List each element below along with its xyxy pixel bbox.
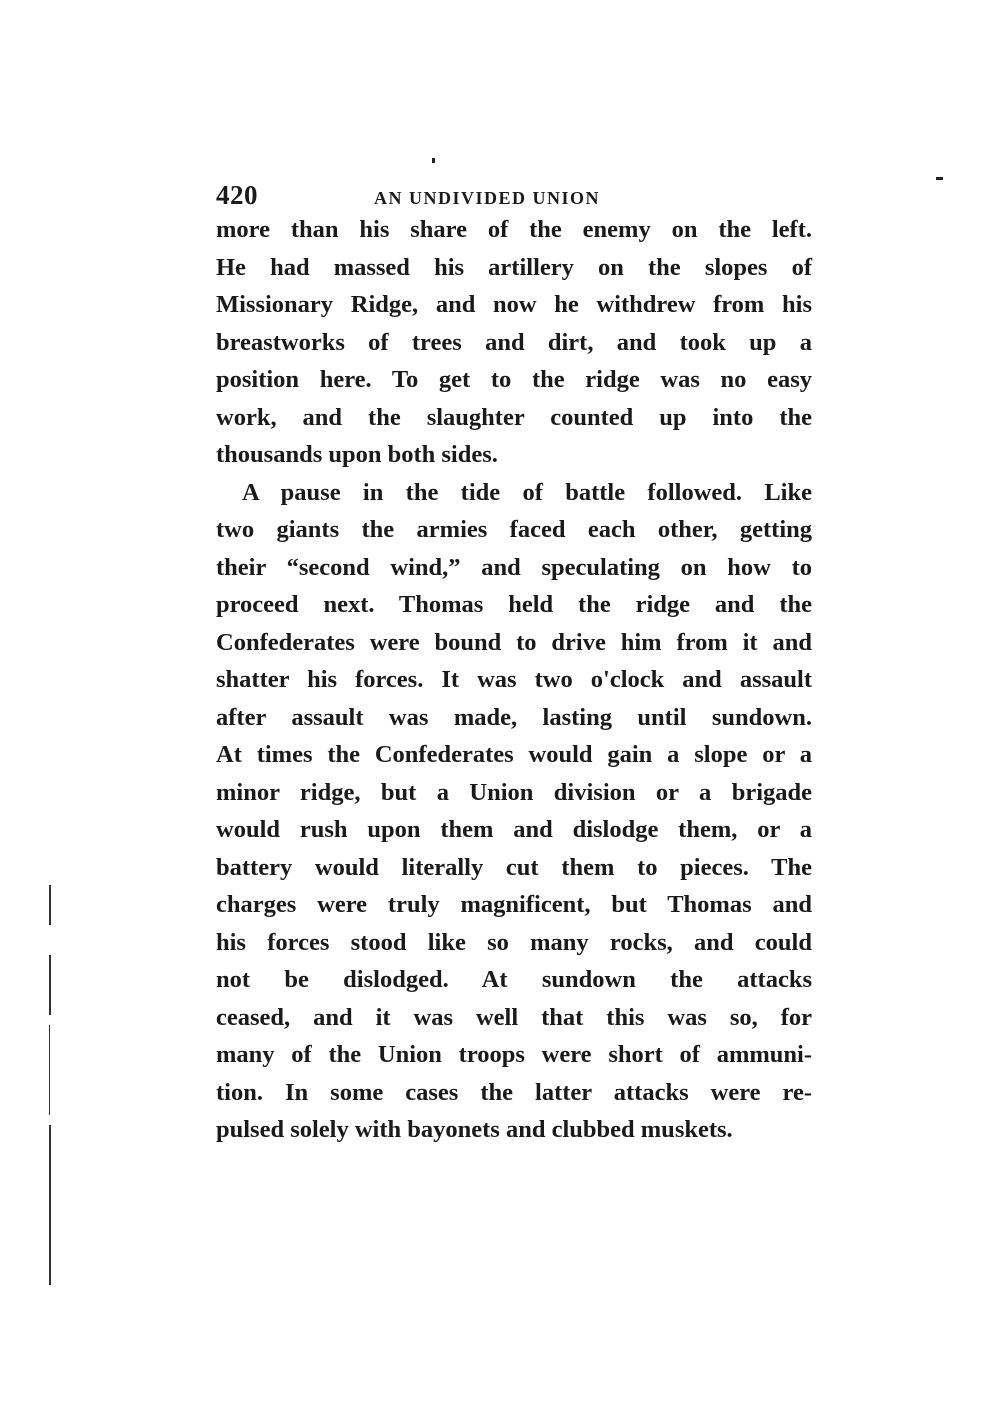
scan-margin-line (49, 1025, 50, 1115)
scan-margin-line (49, 885, 51, 925)
text-line: their “second wind,” and speculating on how to (216, 553, 812, 581)
text-line: many of the Union troops were short of ammuni- (216, 1041, 812, 1068)
text-line: minor ridge, but a Union division or a brigade (216, 778, 812, 806)
text-line: At times the Confederates would gain a slope or a (216, 741, 812, 768)
text-line: He had massed his artillery on the slopes of (216, 253, 812, 281)
text-line: shatter his forces. It was two o'clock and assault (216, 666, 812, 693)
text-line: work, and the slaughter counted up into the (216, 403, 812, 431)
text-line: Missionary Ridge, and now he withdrew from his (216, 291, 812, 318)
body-text (216, 211, 812, 1149)
text-line: battery would literally cut them to pieces. The (216, 853, 812, 881)
scan-speck (936, 177, 943, 180)
text-line: position here. To get to the ridge was no easy (216, 366, 812, 393)
text-line: not be dislodged. At sundown the attacks (216, 966, 812, 993)
page-number: 420 (216, 180, 258, 210)
text-line: tion. In some cases the latter attacks were re- (216, 1078, 812, 1106)
text-line: thousands upon both sides. (216, 441, 498, 468)
running-title: AN UNDIVIDED UNION (374, 188, 601, 208)
text-line: pulsed solely with bayonets and clubbed muskets. (216, 1116, 733, 1143)
text-line: would rush upon them and dislodge them, or a (216, 816, 812, 843)
text-line: his forces stood like so many rocks, and could (216, 928, 812, 956)
scan-speck (432, 158, 435, 163)
text-line: ceased, and it was well that this was so, for (216, 1003, 812, 1031)
scan-margin-line (49, 1125, 51, 1285)
text-line: after assault was made, lasting until sundown. (216, 703, 812, 731)
text-line: A pause in the tide of battle followed. Like (242, 478, 812, 506)
scan-margin-line (49, 955, 51, 1015)
text-line: breastworks of trees and dirt, and took up a (216, 328, 812, 356)
text-line: proceed next. Thomas held the ridge and the (216, 591, 812, 618)
paragraph-2 (216, 474, 812, 1149)
paragraph-1 (216, 211, 812, 474)
text-line: two giants the armies faced each other, getting (216, 516, 812, 543)
text-line: more than his share of the enemy on the left. (216, 216, 812, 243)
text-line: Confederates were bound to drive him from it and (216, 628, 812, 656)
text-line: charges were truly magnificent, but Thomas and (216, 891, 812, 918)
